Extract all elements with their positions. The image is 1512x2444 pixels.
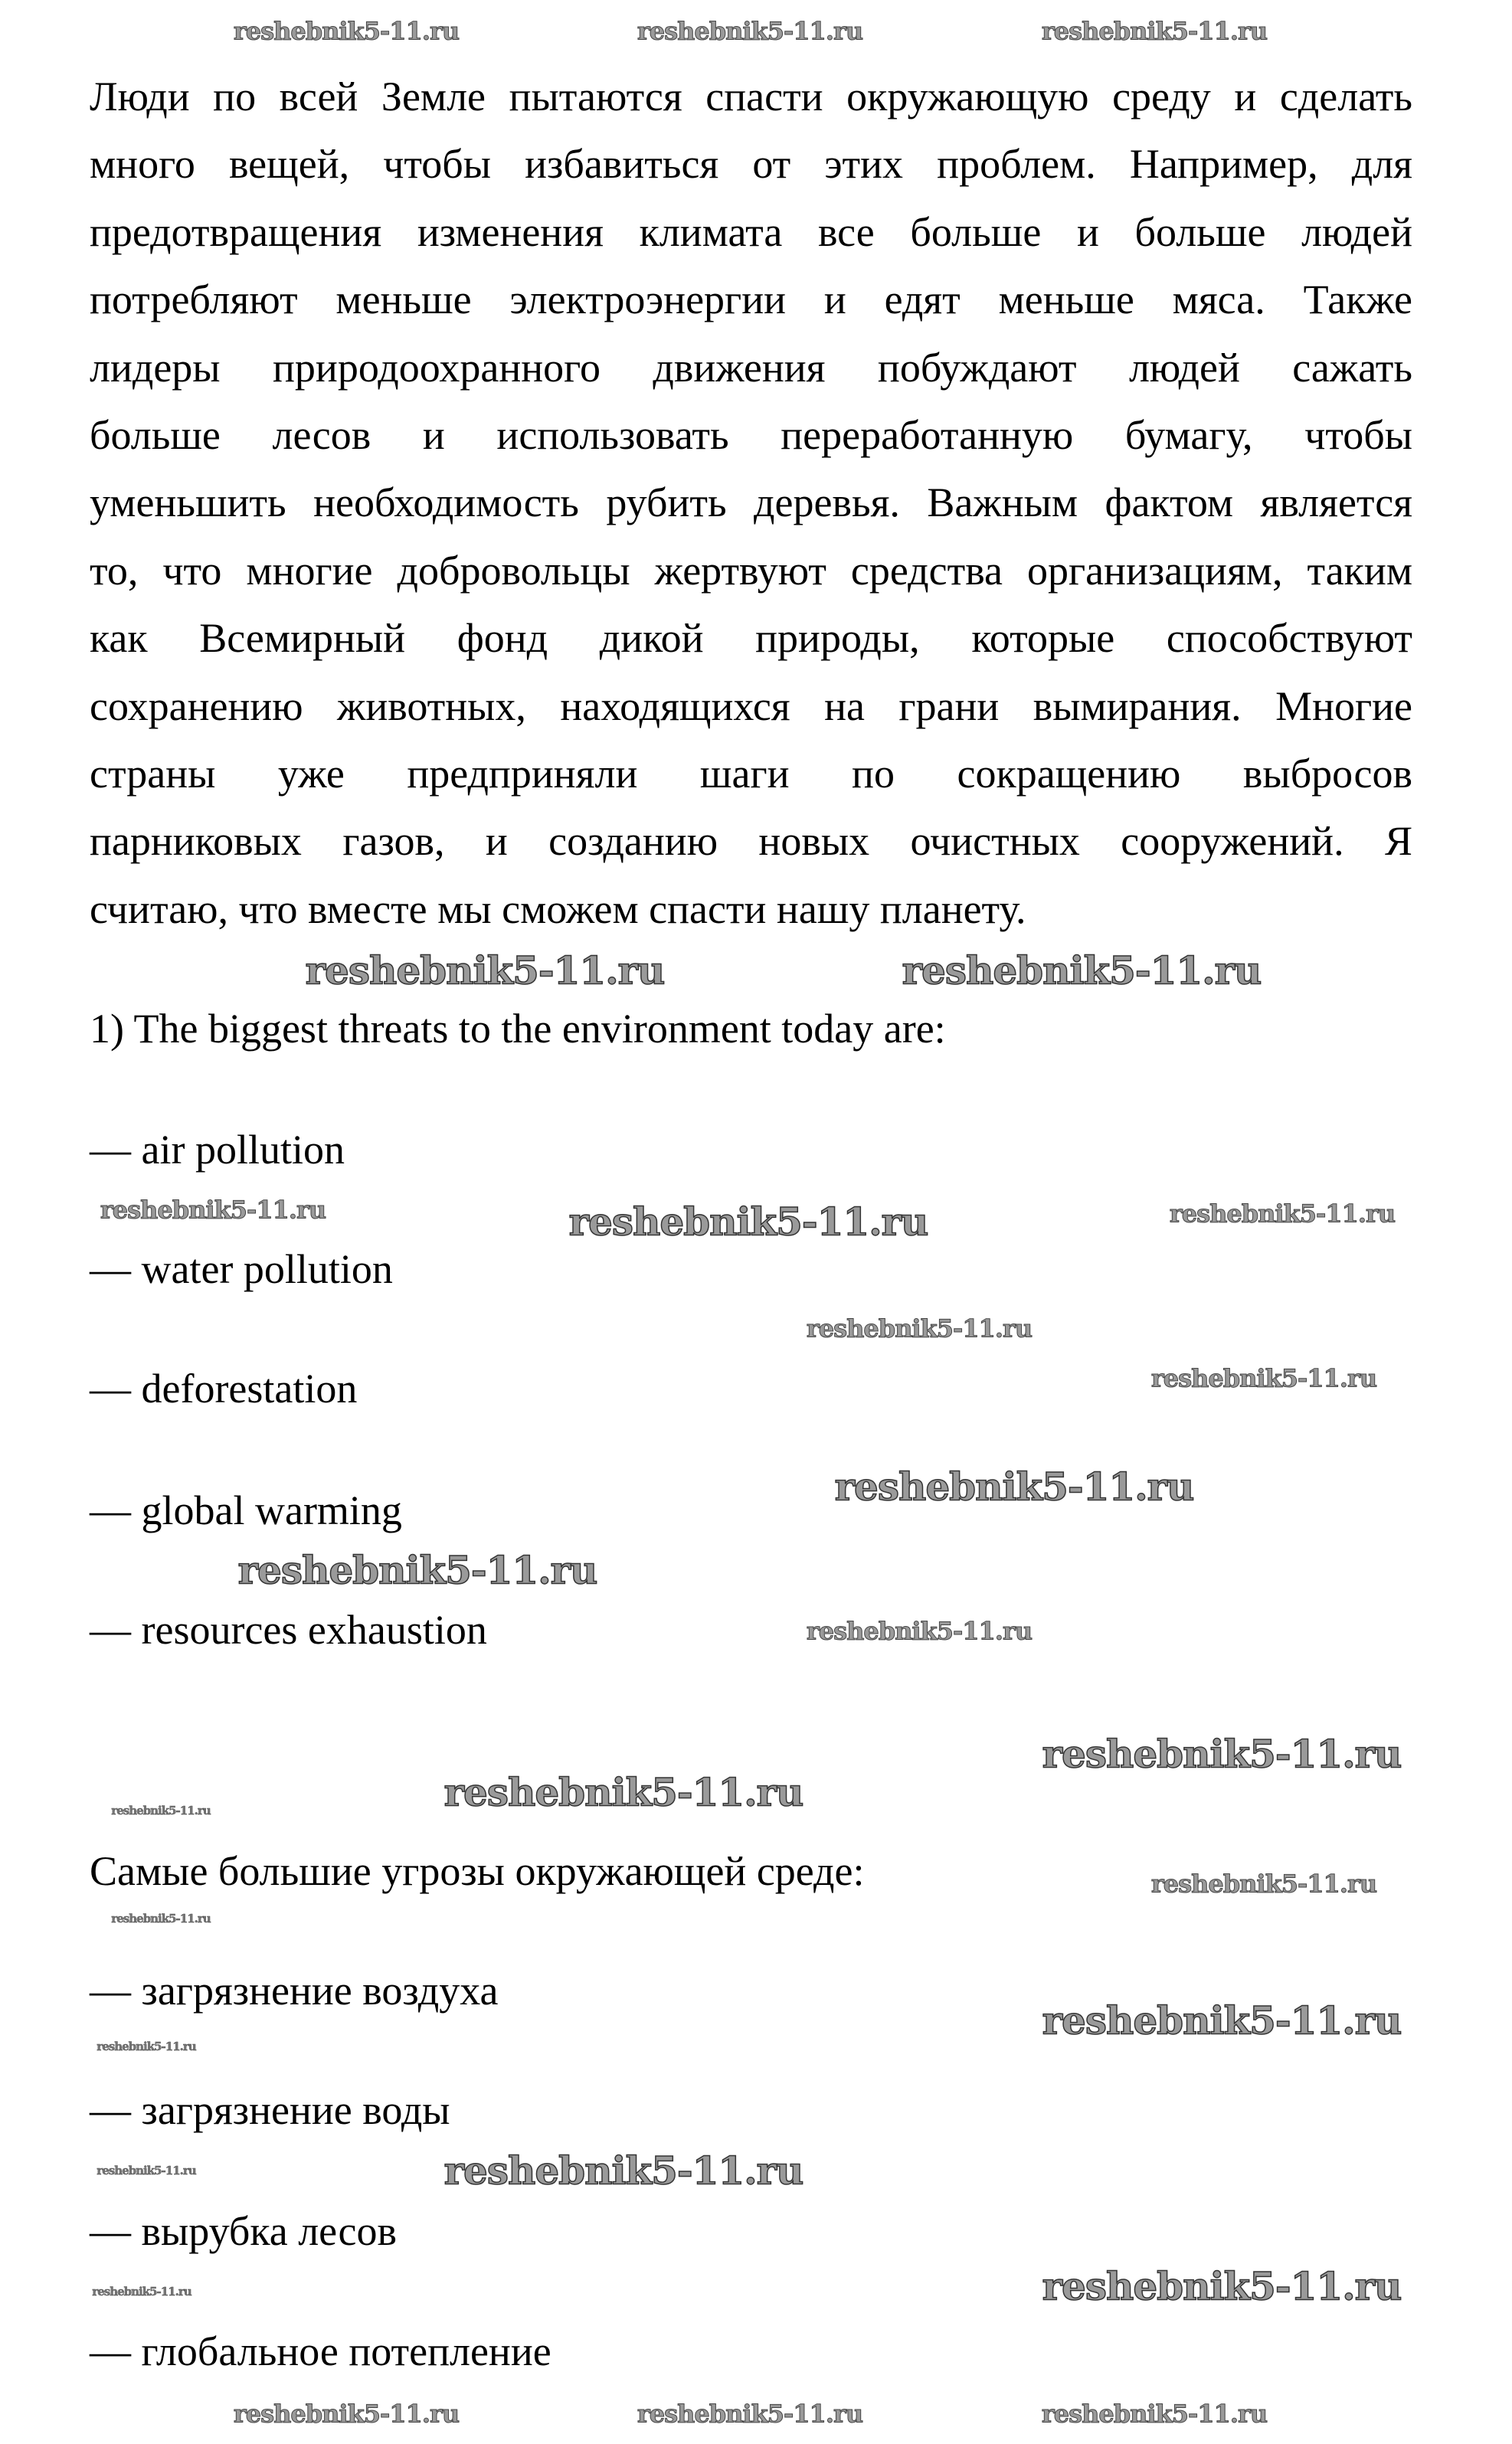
watermark: reshebnik5-11.ru [1150, 1363, 1377, 1393]
paragraph-line: предотвращения изменения климата все больше и больше людей [90, 208, 1412, 255]
english-list-item: — deforestation [90, 1366, 358, 1412]
watermark: reshebnik5-11.ru [1169, 1199, 1396, 1229]
watermark: reshebnik5-11.ru [1150, 1869, 1377, 1899]
paragraph-line: много вещей, чтобы избавиться от этих проблем. Например, для [90, 141, 1412, 188]
russian-list-item: — вырубка лесов [90, 2208, 397, 2254]
watermark: reshebnik5-11.ru [233, 16, 460, 46]
watermark: reshebnik5-11.ru [443, 2148, 803, 2194]
watermark: reshebnik5-11.ru [637, 2399, 863, 2429]
watermark: reshebnik5-11.ru [806, 1314, 1033, 1343]
english-list-item: — water pollution [90, 1246, 393, 1292]
watermark: reshebnik5-11.ru [1041, 2399, 1268, 2429]
watermark: reshebnik5-11.ru [111, 1803, 211, 1817]
russian-paragraph [90, 63, 1412, 943]
russian-list-item: — загрязнение воды [90, 2087, 450, 2133]
english-list-item: — global warming [90, 1487, 402, 1533]
paragraph-line: лидеры природоохранного движения побуждают людей сажать [90, 344, 1412, 391]
watermark: reshebnik5-11.ru [97, 2163, 196, 2177]
paragraph-line: то, что многие добровольцы жертвуют средства организациям, таким [90, 547, 1412, 594]
watermark: reshebnik5-11.ru [305, 947, 665, 993]
watermark: reshebnik5-11.ru [806, 1616, 1033, 1646]
watermark: reshebnik5-11.ru [92, 2284, 191, 2298]
paragraph-line: как Всемирный фонд дикой природы, которые способствуют [90, 615, 1412, 662]
watermark: reshebnik5-11.ru [637, 16, 863, 46]
watermark: reshebnik5-11.ru [233, 2399, 460, 2429]
watermark: reshebnik5-11.ru [97, 2039, 196, 2053]
watermark: reshebnik5-11.ru [1041, 16, 1268, 46]
watermark: reshebnik5-11.ru [237, 1547, 597, 1593]
watermark: reshebnik5-11.ru [443, 1769, 803, 1815]
paragraph-line: больше лесов и использовать переработанную бумагу, чтобы [90, 411, 1412, 458]
english-list-item: — resources exhaustion [90, 1607, 487, 1653]
watermark: reshebnik5-11.ru [1042, 1997, 1402, 2043]
paragraph-line: Люди по всей Земле пытаются спасти окружающую среду и сделать [90, 74, 1412, 119]
watermark: reshebnik5-11.ru [100, 1195, 326, 1225]
watermark: reshebnik5-11.ru [111, 1911, 211, 1925]
paragraph-line: парниковых газов, и созданию новых очистных сооружений. Я [90, 818, 1412, 865]
paragraph-line: уменьшить необходимость рубить деревья. Важным фактом является [90, 479, 1412, 526]
paragraph-line: считаю, что вместе мы сможем спасти нашу планету. [90, 885, 1026, 932]
russian-list-item: — загрязнение воздуха [90, 1968, 499, 2014]
russian-list-item: — глобальное потепление [90, 2328, 551, 2374]
paragraph-line: сохранению животных, находящихся на грани вымирания. Многие [90, 682, 1412, 729]
paragraph-line: страны уже предприняли шаги по сокращению выбросов [90, 750, 1412, 797]
watermark: reshebnik5-11.ru [834, 1464, 1194, 1510]
watermark: reshebnik5-11.ru [568, 1199, 928, 1245]
paragraph-line: потребляют меньше электроэнергии и едят меньше мяса. Также [90, 276, 1412, 323]
watermark: reshebnik5-11.ru [1042, 2263, 1402, 2309]
english-list-item: — air pollution [90, 1127, 345, 1173]
russian-heading: Самые большие угрозы окружающей среде: [90, 1848, 865, 1894]
english-heading: 1) The biggest threats to the environment today are: [90, 1006, 946, 1052]
watermark: reshebnik5-11.ru [902, 947, 1262, 993]
watermark: reshebnik5-11.ru [1042, 1731, 1402, 1777]
